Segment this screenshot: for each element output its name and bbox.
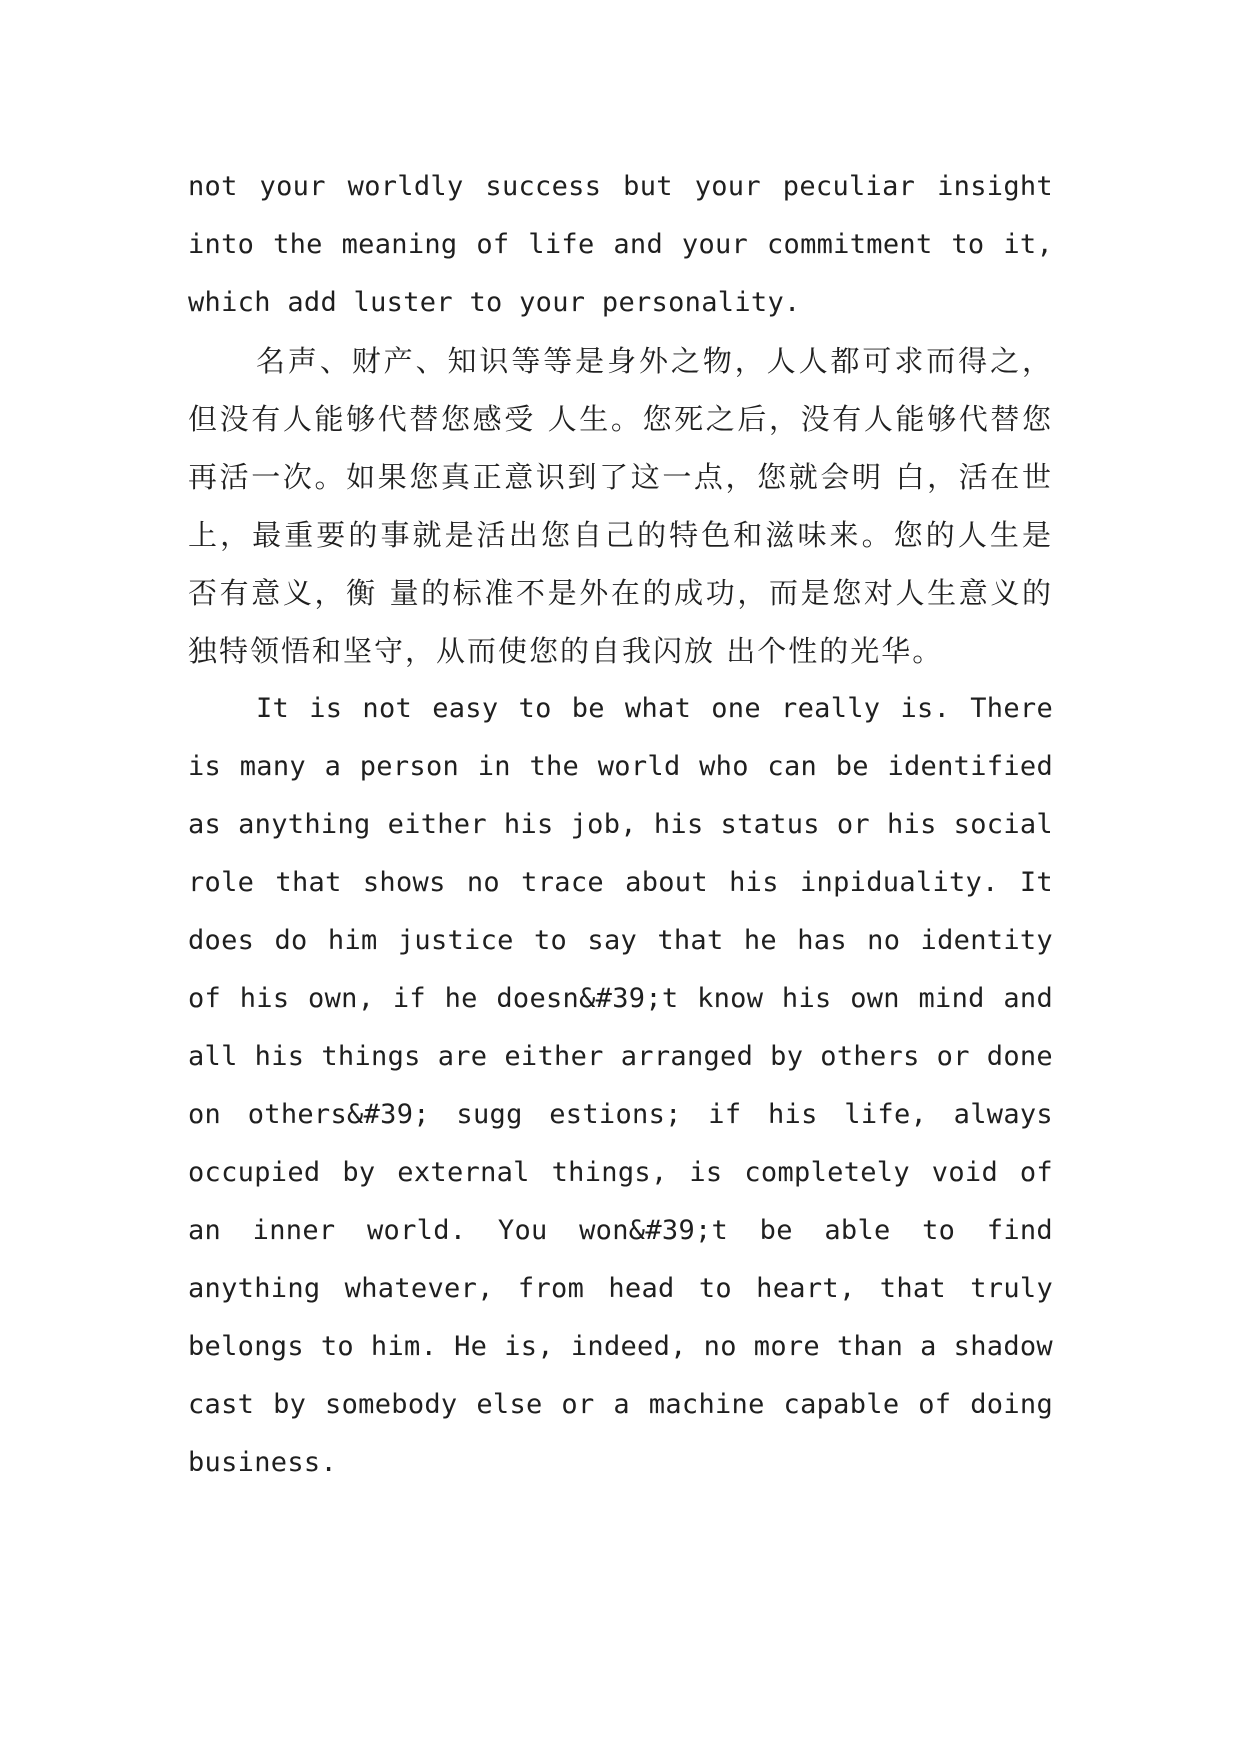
paragraph-chinese: 名声、财产、知识等等是身外之物，人人都可求而得之，但没有人能够代替您感受 人生。您死之后，没有人能够代替您再活一次。如果您真正意识到了这一点，您就会明 白，活在世上，最重要的事就是活出您自己的特色和滋味来。您的人生是否有意义，衡 量的标准不是外在的成功，而是您对人生意义的独特领悟和坚守，从而使您的自我闪放 出个性的光华。 <box>188 344 1053 668</box>
paragraph-english-1: not your worldly success but your peculiar insight into the meaning of life and your commitment to it, which add luster to your personality. <box>188 171 1053 318</box>
paragraph-english-2: It is not easy to be what one really is. There is many a person in the world who can be identified as anything either his job, his status or his social role that shows no trace about his inpiduality. It does do him justice to say that he has no identity of his own, if he doesn&#39;t know his own mind and all his things are either arranged by others or done on others&#39; sugg estions; if his life, always occupied by external things, is completely void of an inner world. You won&#39;t be able to find anything whatever, from head to heart, that truly belongs to him. He is, indeed, no more than a shadow cast by somebody else or a machine capable of doing business. <box>188 693 1053 1478</box>
document-page <box>188 158 1053 1492</box>
